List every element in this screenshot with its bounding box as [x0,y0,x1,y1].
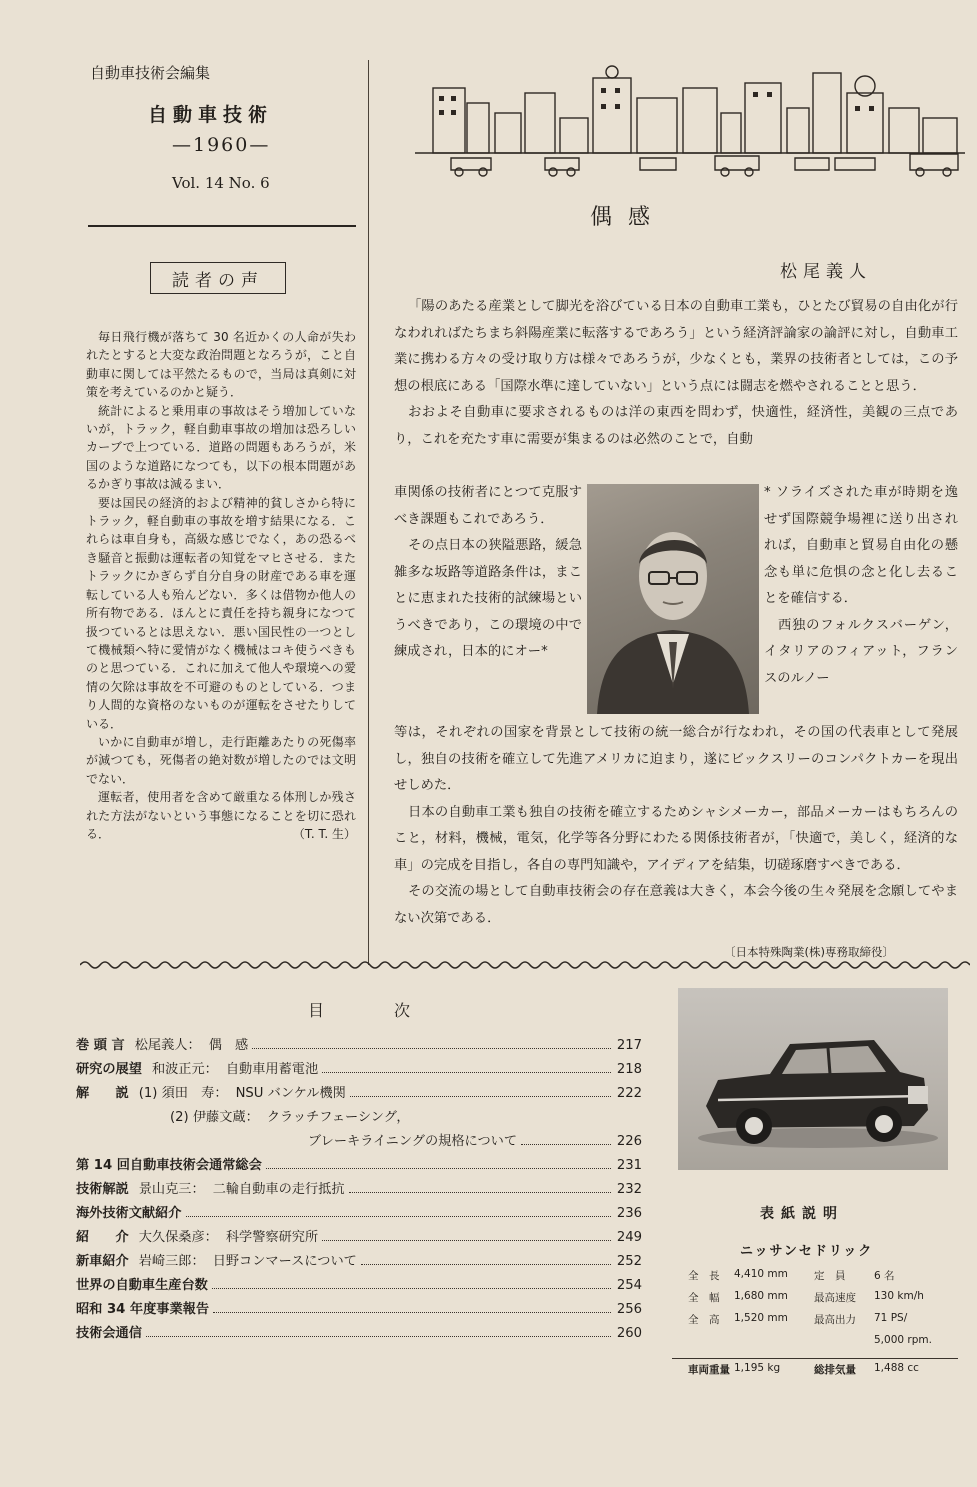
contents-category: 紹 介 [76,1230,129,1245]
contents-author: 和波正元： [151,1062,218,1077]
spec-row [688,1312,958,1334]
publisher-label: 自動車技術会編集 [90,64,211,82]
essay-right-column [764,480,958,692]
dot-leader [212,1288,611,1289]
contents-row[interactable] [76,1082,642,1106]
contents-page: 256 [616,1302,642,1317]
contents-title: 日野コンマースについて [212,1254,357,1269]
readers-voice-signature: （T. T. 生） [292,827,356,842]
contents-category: 世界の自動車生産台数 [76,1278,208,1293]
contents-page: 226 [616,1134,642,1149]
contents-author: 景山克三： [138,1182,205,1197]
author-portrait [587,484,759,714]
contents-list [76,1034,642,1346]
spec-value: 71 PS/ [874,1312,908,1324]
spec-row [688,1362,958,1384]
dot-leader [146,1336,611,1337]
contents-page: 252 [616,1254,642,1269]
contents-author: (2) 伊藤文蔵： [170,1110,259,1125]
contents-category: 昭和 34 年度事業報告 [76,1302,210,1317]
spec-label: 総排気量 [814,1364,856,1376]
spec-row [688,1268,958,1290]
contents-row[interactable] [76,1322,642,1346]
spec-value: 130 km/h [874,1290,924,1302]
contents-page: 260 [616,1326,642,1341]
dot-leader [361,1264,611,1265]
spec-divider [672,1358,958,1359]
contents-row[interactable] [76,1034,642,1058]
cover-car-name: ニッサンセドリック [740,1244,874,1259]
cover-car-photo [678,988,948,1170]
dot-leader [322,1240,611,1241]
spec-label: 全 幅 [688,1292,720,1304]
contents-page: 232 [616,1182,642,1197]
dot-leader [186,1216,612,1217]
spec-value: 1,520 mm [734,1312,788,1324]
contents-category: 技術会通信 [76,1326,142,1341]
wavy-divider [80,958,970,972]
dot-leader [349,1192,611,1193]
contents-row[interactable] [76,1058,642,1082]
essay-lead [394,294,958,453]
spec-value: 1,680 mm [734,1290,788,1302]
essay-title: 偶感 [590,205,667,230]
contents-row[interactable] [76,1178,642,1202]
contents-title: ブレーキライニングの規格について [308,1134,518,1149]
readers-voice-body [86,328,356,842]
column-divider [368,60,369,965]
readers-voice-heading: 読者の声 [172,270,264,291]
dot-leader [252,1048,611,1049]
car-image [678,988,948,1170]
spec-label: 最高出力 [814,1314,856,1326]
dot-leader [350,1096,611,1097]
contents-row[interactable] [76,1154,642,1178]
contents-title: 自動車用蓄電池 [225,1062,319,1077]
volume-label: Vol. 14 No. 6 [172,174,270,192]
readers-voice-paragraph: 運転者，使用者を含めて厳重なる体刑しか残された方法がないという事態になることを切に恐れる． [86,790,356,841]
car-spec-table [688,1268,958,1384]
contents-page: 218 [616,1062,642,1077]
contents-title: 科学警察研究所 [225,1230,319,1245]
spec-value: 1,195 kg [734,1362,781,1374]
contents-category: 解 説 [76,1086,129,1101]
contents-page: 217 [616,1038,642,1053]
spec-value: 5,000 rpm. [874,1334,932,1346]
essay-bottom [394,720,958,932]
spec-label: 車両重量 [688,1364,730,1376]
cityscape-illustration [415,58,965,183]
essay-paragraph: 西独のフォルクスバーゲン，イタリアのフィアット，フランスのルノー [764,617,958,686]
contents-row[interactable] [76,1202,642,1226]
dot-leader [266,1168,611,1169]
author-affiliation: 〔日本特殊陶業(株)専務取締役〕 [724,945,894,959]
spec-value: 4,410 mm [734,1268,788,1280]
contents-title: NSU バンケル機関 [235,1086,346,1101]
essay-paragraph: 車関係の技術者にとつて克服すべき課題もこれであろう． [394,485,582,527]
contents-row[interactable] [76,1130,642,1154]
essay-left-column [394,480,582,666]
contents-row[interactable] [76,1226,642,1250]
contents-title: 偶 感 [208,1038,249,1053]
contents-category: 技術解説 [76,1182,129,1197]
spec-row [688,1290,958,1312]
cover-description-heading: 表紙説明 [760,1206,844,1222]
contents-category: 海外技術文献紹介 [76,1206,182,1221]
essay-paragraph: 「陽のあたる産業として脚光を浴びている日本の自動車工業も，ひとたび貿易の自由化が行なわれればたちまち斜陽産業に転落するであろう」という経済評論家の論評に対し，自動車工業に携わる方々の受け取り方は様々であろうが，少なくとも，業界の技術者としては，この予想の根底にある「国際水準に達していない」という点には闘志を燃やされることと思う． [394,299,958,394]
essay-paragraph: * ソライズされた車が時期を逸せず国際競争場裡に送り出されれば，自動車と貿易自由化の懸念も単に危惧の念と化し去ることを確信する． [764,485,958,606]
contents-row[interactable] [76,1274,642,1298]
spec-value: 1,488 cc [874,1362,919,1374]
year-label: —1960— [172,134,271,156]
contents-page: 249 [616,1230,642,1245]
masthead-divider [88,225,356,227]
contents-title: 二輪自動車の走行抵抗 [212,1182,345,1197]
contents-heading: 目次 [308,1001,481,1020]
contents-author: (1) 須田 寿： [138,1086,228,1101]
contents-category: 第 14 回自動車技術会通常総会 [76,1158,262,1173]
spec-label: 定 員 [814,1270,846,1282]
spec-label: 全 高 [688,1314,720,1326]
spec-row [688,1334,958,1356]
readers-voice-paragraph: 毎日飛行機が落ちて 30 名近かくの人命が失われたとすると大変な政治問題となろうが，こと自動車に関しては平然たるもので，当局は真剣に対策を考えているのかと疑う． [86,330,356,400]
readers-voice-paragraph: 統計によると乗用車の事故はそう増加していないが，トラック，軽自動車事故の増加は恐ろしいカーブで上つている．道路の問題もあろうが，米国のような道路になつても，以下の根本問題があるかぎり事故は減るまい． [86,403,356,492]
contents-page: 254 [616,1278,642,1293]
essay-paragraph: その交流の場として自動車技術会の存在意義は大きく，本会今後の生々発展を念願してやまない次第である． [394,884,958,926]
essay-paragraph: その点日本の狭隘悪路，緩急雑多な坂路等道路条件は，まことに恵まれた技術的試練場というべきであり，この環境の中で練成され，日本的にオー* [394,538,582,659]
contents-title: クラッチフェーシング， [266,1110,410,1125]
magazine-title: 自動車技術 [148,104,274,126]
contents-category: 新車紹介 [76,1254,129,1269]
essay-author: 松尾義人 [780,262,872,282]
contents-row[interactable] [76,1250,642,1274]
contents-author: 大久保桑彦： [138,1230,218,1245]
contents-author: 岩崎三郎： [138,1254,205,1269]
dot-leader [213,1312,611,1313]
spec-label: 全 長 [688,1270,720,1282]
readers-voice-paragraph: いかに自動車が増し，走行距離あたりの死傷率が減つても，死傷者の絶対数が増したのでは文明でない． [86,734,356,786]
contents-category: 研究の展望 [76,1062,142,1077]
spec-value: 6 名 [874,1270,895,1282]
contents-category: 巻 頭 言 [76,1038,125,1053]
contents-page: 236 [616,1206,642,1221]
contents-page: 231 [616,1158,642,1173]
essay-paragraph: 等は，それぞれの国家を背景として技術の統一総合が行なわれ，その国の代表車として発展し，独自の技術を確立して先進アメリカに迫まり，遂にビックスリーのコンパクトカーを現出せしめた． [394,725,958,793]
readers-voice-paragraph: 要は国民の経済的および精神的貧しさから特にトラック，軽自動車の事故を増す結果になる．これらは車自身も，高級な感じでなく，あの恐るべき騒音と振動は運転者の知覚をマヒさせる．またトラックにかぎらず自分自身の財産である車を運転している人も殆んどない．多くは借物か他人の所有物である．ほんとに責任を持ち親身になつて扱つているとは思えない．悪い国民性の一つとして機械類へ特に愛情がなく機械はコキ使うべきものと思つている．これに加えて他人や環境への愛情の欠除は事故を不可避のものとしている．つまり人間的な資格のないものが運転をさせたりしている． [86,495,356,731]
contents-page: 222 [616,1086,642,1101]
contents-author: 松尾義人： [134,1038,201,1053]
contents-row[interactable] [76,1106,642,1130]
readers-voice-heading-box [150,262,286,294]
portrait-image [587,484,759,714]
essay-paragraph: 日本の自動車工業も独自の技術を確立するためシャシメーカー，部品メーカーはもちろんのこと，材料，機械，電気，化学等各分野にわたる関係技術者が，「快適で，美しく，経済的な車」の完成を目指し，各自の専門知識や，アイディアを結集，切磋琢磨すべきである． [394,804,958,873]
essay-paragraph: おおよそ自動車に要求されるものは洋の東西を問わず，快適性，経済性，美観の三点であり，これを充たす車に需要が集まるのは必然のことで，自動 [394,405,958,447]
spec-label: 最高速度 [814,1292,856,1304]
contents-row[interactable] [76,1298,642,1322]
dot-leader [322,1072,611,1073]
dot-leader [521,1144,611,1145]
